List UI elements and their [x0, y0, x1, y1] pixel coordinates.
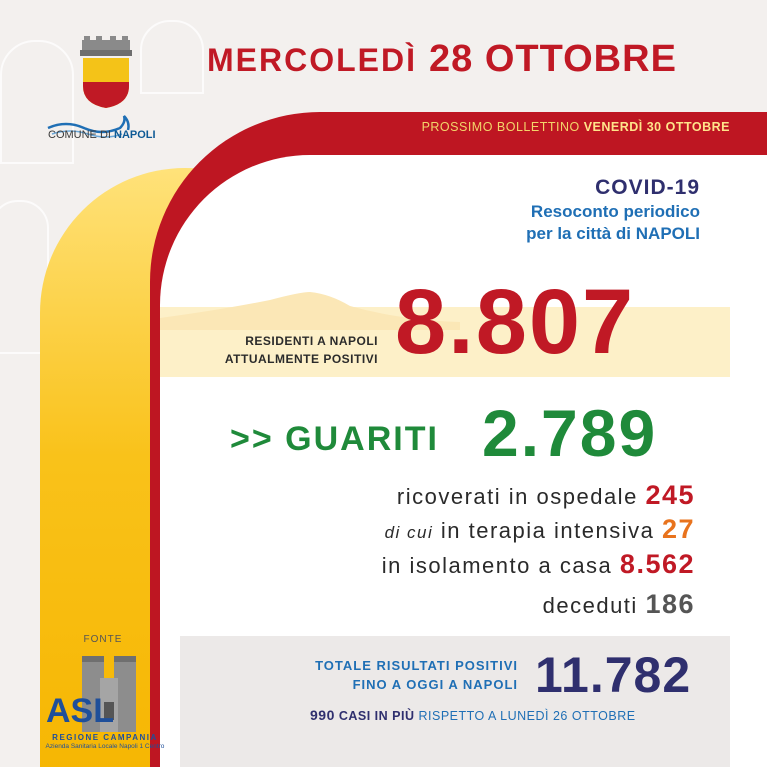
report-title: COVID-19	[595, 176, 700, 199]
totals-label-line-2: FINO A OGGI A NAPOLI	[352, 677, 518, 692]
positives-label-line-2: ATTUALMENTE POSITIVI	[224, 352, 378, 366]
new-cases-count: 990	[310, 707, 335, 723]
hospitalized-count: 245	[645, 480, 695, 510]
home-isolation-row	[275, 549, 695, 581]
deceased-count: 186	[645, 589, 695, 619]
icu-prefix: di cui	[384, 523, 434, 542]
report-subtitle: Resoconto periodico	[530, 202, 700, 221]
recovered-count: 2.789	[482, 396, 658, 470]
report-city-line	[380, 223, 700, 245]
date-label: 28 OTTOBRE	[429, 38, 677, 80]
report-heading	[380, 175, 700, 255]
hospitalized-label: ricoverati in ospedale	[396, 484, 638, 509]
recovered-row	[230, 398, 710, 470]
weekday-label: MERCOLEDÌ	[207, 42, 417, 78]
totals-label-line-1: TOTALE RISULTATI POSITIVI	[315, 658, 518, 673]
totals-label	[240, 656, 518, 696]
positives-count: 8.807	[395, 271, 636, 373]
icu-label: in terapia intensiva	[440, 518, 655, 543]
new-cases-comparison: RISPETTO A LUNEDÌ 26 OTTOBRE	[418, 709, 636, 723]
source-full-name: Azienda Sanitaria Locale Napoli 1 Centro	[45, 743, 165, 750]
next-bulletin-prefix: PROSSIMO BOLLETTINO	[421, 120, 580, 134]
hospitalized-row	[275, 480, 695, 512]
positives-label-line-1: RESIDENTI A NAPOLI	[245, 334, 378, 348]
next-bulletin-date: VENERDÌ 30 OTTOBRE	[583, 120, 730, 134]
totals-count: 11.782	[535, 647, 692, 703]
recovered-label: >> GUARITI	[230, 420, 439, 458]
new-cases-text: CASI IN PIÙ	[338, 709, 415, 723]
home-isolation-label: in isolamento a casa	[381, 553, 613, 578]
new-cases-line	[310, 707, 710, 727]
report-city: NAPOLI	[635, 224, 700, 243]
logo-label	[48, 129, 168, 145]
svg-text:ASL: ASL	[46, 692, 114, 730]
bulletin-date-title	[207, 38, 727, 88]
home-isolation-count: 8.562	[619, 549, 695, 579]
icu-count: 27	[661, 514, 695, 544]
source-region: REGIONE CAMPANIA	[52, 733, 158, 742]
next-bulletin-notice	[330, 120, 730, 140]
asl-castle-logo-icon	[42, 650, 162, 745]
report-city-prefix: per la città di	[526, 224, 632, 243]
icu-row	[275, 514, 695, 546]
source-label: FONTE	[83, 634, 123, 645]
positives-label	[195, 332, 378, 372]
logo-prefix: COMUNE DI	[48, 129, 111, 141]
logo-city: NAPOLI	[114, 129, 156, 141]
deceased-label: deceduti	[542, 593, 638, 618]
deceased-row	[275, 589, 695, 621]
